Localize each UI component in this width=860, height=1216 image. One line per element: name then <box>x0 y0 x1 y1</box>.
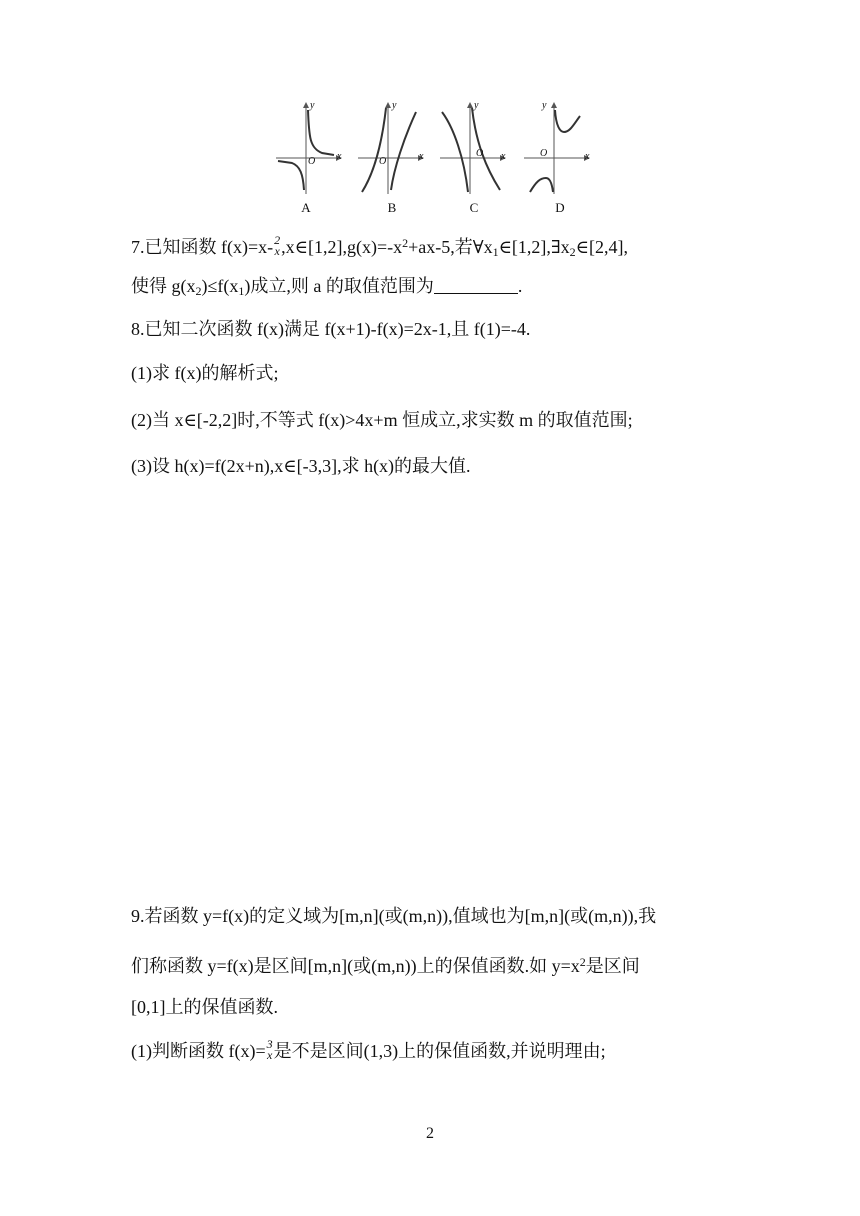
q7-text-a: 7.已知函数 f(x)=x- <box>131 237 274 257</box>
q7-text-b: ,x∈[1,2],g(x)=-x <box>281 237 403 257</box>
q8-part-3: (3)设 h(x)=f(2x+n),x∈[-3,3],求 h(x)的最大值. <box>131 456 471 476</box>
graph-b <box>352 98 432 220</box>
q8-part-2: (2)当 x∈[-2,2]时,不等式 f(x)>4x+m 恒成立,求实数 m 的取值范围; <box>131 410 633 430</box>
graph-c <box>434 98 514 220</box>
q9-frac-den: x <box>266 1047 273 1062</box>
answer-choice-graphs <box>270 98 590 220</box>
q9-p1-b: 是不是区间(1,3)上的保值函数,并说明理由; <box>273 1041 606 1061</box>
graph-d-label: D <box>555 200 565 215</box>
q7-line2-c: )成立,则 a 的取值范围为 <box>244 276 434 296</box>
q9-line2-sup: 2 <box>579 955 586 969</box>
graph-b-x-label: x <box>419 151 424 162</box>
q7-answer-blank[interactable] <box>434 277 518 294</box>
q9-line-3: [0,1]上的保值函数. <box>131 997 278 1017</box>
q7-text-e: ∈[2,4], <box>575 237 628 257</box>
graph-c-x-label: x <box>501 151 506 162</box>
graph-c-origin: O <box>476 148 484 159</box>
q9-part-1 <box>131 1036 606 1064</box>
graph-a-x-label: x <box>337 151 342 162</box>
q7-text-d: ∈[1,2],∃x <box>498 237 570 257</box>
graph-d-y-label: y <box>542 100 547 111</box>
page-number: 2 <box>426 1125 434 1142</box>
graph-c-plot <box>434 98 514 198</box>
q7-line-1 <box>131 232 628 263</box>
graph-b-plot <box>352 98 432 198</box>
graph-c-y-label: y <box>474 100 479 111</box>
graph-d-x-label: x <box>585 151 590 162</box>
graph-d-plot <box>518 98 598 198</box>
q7-line2-end: . <box>517 276 523 296</box>
q7-frac-den: x <box>274 243 280 258</box>
graph-c-label: C <box>469 200 479 215</box>
q9-line-1: 9.若函数 y=f(x)的定义域为[m,n](或(m,n)),值域也为[m,n](或(m,n)),我 <box>131 906 657 926</box>
q7-line-2 <box>131 275 522 302</box>
q9-fraction <box>266 1036 273 1062</box>
graph-a-y-label: y <box>310 100 315 111</box>
q9-line-2 <box>131 951 640 977</box>
q7-text-c: +ax-5,若∀x <box>408 237 493 257</box>
q8-stem: 8.已知二次函数 f(x)满足 f(x+1)-f(x)=2x-1,且 f(1)=-4. <box>131 319 531 339</box>
q7-line2-b: )≤f(x <box>201 276 239 296</box>
graph-d <box>518 98 598 220</box>
graph-a-plot <box>270 98 350 198</box>
graph-a-label: A <box>301 200 311 215</box>
graph-a <box>270 98 350 220</box>
q7-sub2: 2 <box>569 245 576 259</box>
q7-line2-a: 使得 g(x <box>131 276 196 296</box>
q7-line2-sub1: 1 <box>238 284 245 298</box>
q7-sup: 2 <box>402 236 409 250</box>
graph-b-y-label: y <box>392 100 397 111</box>
graph-a-origin: O <box>308 156 316 167</box>
q7-sub1: 1 <box>492 245 499 259</box>
graph-b-label: B <box>387 200 397 215</box>
q9-line2-b: 是区间 <box>585 956 640 976</box>
graph-b-origin: O <box>379 156 387 167</box>
q8-part-1: (1)求 f(x)的解析式; <box>131 363 279 383</box>
graph-d-origin: O <box>540 148 548 159</box>
q7-fraction <box>274 232 281 258</box>
q9-frac-num: 3 <box>266 1036 273 1051</box>
q7-frac-num: 2 <box>274 232 281 247</box>
q7-line2-sub2: 2 <box>195 284 202 298</box>
q9-line2-a: 们称函数 y=f(x)是区间[m,n](或(m,n))上的保值函数.如 y=x <box>131 956 580 976</box>
q9-p1-a: (1)判断函数 f(x)= <box>131 1041 266 1061</box>
